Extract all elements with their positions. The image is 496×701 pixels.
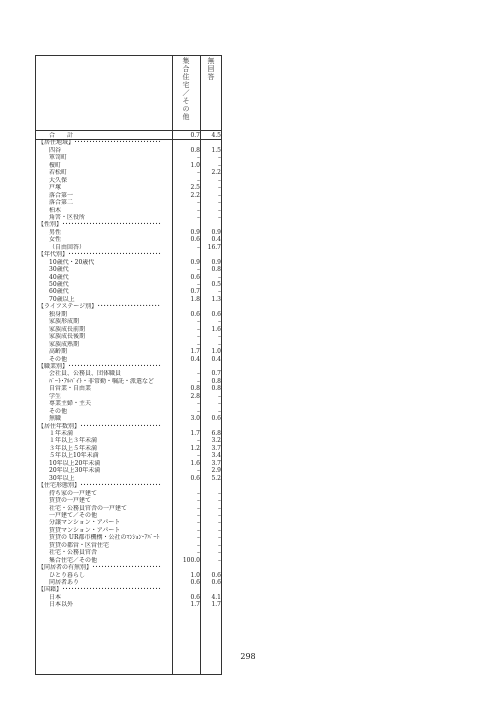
row-label: 角筈・区役所: [49, 213, 86, 221]
cell-no-answer: 0.8: [211, 266, 221, 274]
cell-no-answer: 0.6: [211, 579, 221, 586]
table-row: [35, 505, 222, 512]
row-label: 戸塚: [49, 184, 62, 192]
row-label: ひとり暮らし: [49, 571, 86, 579]
cell-housing-other: 0.6: [190, 273, 200, 281]
row-label: 賃貸の UR都市機構・公社のﾏﾝｼｮﾝ･ｱﾊﾟｰﾄ: [49, 534, 160, 542]
cell-housing-other: 0.8: [190, 146, 200, 154]
cell-housing-other: 2.2: [190, 191, 200, 199]
cell-housing-other: 0.6: [190, 236, 200, 244]
cell-housing-other: 0.6: [190, 474, 200, 482]
cell-housing-other: 0.7: [190, 132, 200, 139]
cell-housing-other: –: [197, 489, 200, 497]
row-label: 賃貸マンション・アパート: [49, 526, 121, 534]
cell-housing-other: 1.2: [190, 444, 200, 452]
cell-housing-other: –: [197, 340, 200, 348]
cell-housing-other: –: [197, 467, 200, 475]
cell-housing-other: –: [197, 266, 200, 274]
row-label: 賃貸の都営・区営住宅: [49, 541, 110, 549]
cell-housing-other: –: [197, 541, 200, 549]
cell-housing-other: –: [197, 549, 200, 557]
table-row: [35, 437, 222, 444]
table-row: [35, 162, 222, 169]
cell-housing-other: –: [197, 370, 200, 378]
cell-housing-other: 1.7: [190, 601, 200, 609]
cell-housing-other: 1.8: [190, 295, 200, 303]
row-label: 【年代別】･･･････････････････････････････: [38, 251, 162, 259]
row-label: 合 計: [49, 132, 77, 139]
table-row: [35, 467, 222, 474]
table-row: [35, 333, 222, 340]
cell-housing-other: –: [197, 213, 200, 221]
table-row: [35, 229, 222, 236]
section-header-row: [35, 482, 222, 489]
cell-housing-other: 0.9: [190, 228, 200, 236]
row-label: 女性: [49, 236, 62, 244]
cell-no-answer: 1.0: [211, 348, 221, 356]
cell-no-answer: 1.7: [211, 601, 221, 609]
table-row: [35, 534, 222, 541]
cell-no-answer: –: [218, 534, 221, 542]
row-label: 社宅・公務員官舎の一戸建て: [49, 504, 128, 512]
table-row: [35, 512, 222, 519]
section-header-row: [35, 564, 222, 571]
cell-no-answer: 0.6: [211, 571, 221, 579]
cell-no-answer: –: [218, 526, 221, 534]
row-label: 集合住宅／その他: [49, 556, 98, 564]
row-label: 落合第一: [49, 191, 74, 199]
cell-no-answer: 16.7: [207, 243, 221, 251]
table-row: [35, 147, 222, 154]
cell-no-answer: –: [218, 549, 221, 557]
table-row: [35, 542, 222, 549]
table-row: [35, 192, 222, 199]
row-label: １年以上３年未満: [49, 437, 98, 445]
row-label: 箪笥町: [49, 154, 68, 162]
row-label: ﾊﾟｰﾄ･ｱﾙﾊﾞｲﾄ・非常勤・嘱託・派遣など: [49, 377, 155, 385]
row-label: 日本: [49, 593, 62, 601]
row-label: 【住宅形態別】･･･････････････････････････: [38, 482, 162, 490]
cell-no-answer: –: [218, 154, 221, 162]
row-label: 高齢期: [49, 348, 68, 356]
cell-housing-other: –: [197, 407, 200, 415]
cell-housing-other: –: [197, 199, 200, 207]
table-row: [35, 549, 222, 556]
cell-no-answer: –: [218, 191, 221, 199]
total-row: [35, 132, 222, 139]
cell-no-answer: –: [218, 497, 221, 505]
cell-no-answer: 0.9: [211, 258, 221, 266]
table-row: [35, 601, 222, 608]
section-header-row: [35, 303, 222, 310]
row-label: 独身期: [49, 310, 68, 318]
table-row: [35, 408, 222, 415]
table-row: [35, 296, 222, 303]
cell-no-answer: –: [218, 489, 221, 497]
cell-housing-other: 100.0: [182, 556, 200, 564]
cell-no-answer: 4.5: [211, 132, 221, 139]
cell-no-answer: 0.4: [211, 236, 221, 244]
cell-no-answer: –: [218, 206, 221, 214]
cell-no-answer: –: [218, 392, 221, 400]
cell-no-answer: 0.7: [211, 370, 221, 378]
row-label: 四谷: [49, 146, 62, 154]
cell-no-answer: 2.9: [211, 467, 221, 475]
table-row: [35, 557, 222, 564]
cell-no-answer: –: [218, 400, 221, 408]
cell-housing-other: 0.7: [190, 288, 200, 296]
row-label: 会社員、公務員、団体職員: [49, 370, 122, 378]
table-row: [35, 460, 222, 467]
cell-no-answer: 0.6: [211, 310, 221, 318]
table-row: [35, 527, 222, 534]
cell-housing-other: –: [197, 154, 200, 162]
row-label: 専業主婦・主夫: [49, 400, 92, 408]
row-label: 日本以外: [49, 601, 74, 609]
row-label: 【職業別】･･･････････････････････････････: [38, 362, 162, 370]
row-label: 70歳以上: [49, 295, 75, 303]
row-label: 【居住年数別】･･･････････････････････････: [38, 422, 162, 430]
cell-housing-other: 1.0: [190, 571, 200, 579]
cell-no-answer: 1.6: [211, 325, 221, 333]
table-row: [35, 318, 222, 325]
table-row: [35, 400, 222, 407]
table-row: [35, 154, 222, 161]
row-label: 落合第二: [49, 199, 74, 207]
cell-no-answer: 0.4: [211, 355, 221, 363]
table-row: [35, 199, 222, 206]
cell-housing-other: 1.6: [190, 459, 200, 467]
row-label: 同居者あり: [49, 579, 80, 586]
cell-housing-other: –: [197, 511, 200, 519]
cell-no-answer: 0.8: [211, 385, 221, 393]
row-label: 榎町: [49, 161, 62, 169]
cell-no-answer: –: [218, 556, 221, 564]
row-label: 10年以上20年未満: [49, 459, 101, 467]
row-label: 若松町: [49, 169, 68, 177]
cell-no-answer: 4.1: [211, 593, 221, 601]
cell-housing-other: 0.6: [190, 593, 200, 601]
row-label: その他: [49, 355, 68, 363]
cell-housing-other: –: [197, 318, 200, 326]
table-row: [35, 326, 222, 333]
cell-no-answer: –: [218, 333, 221, 341]
cell-no-answer: 6.8: [211, 430, 221, 437]
table-row: [35, 259, 222, 266]
cell-housing-other: –: [197, 452, 200, 460]
row-label: その他: [49, 407, 68, 415]
table-row: [35, 184, 222, 191]
table-row: [35, 497, 222, 504]
table-row: [35, 393, 222, 400]
row-label: 大久保: [49, 176, 68, 184]
cell-housing-other: –: [197, 325, 200, 333]
row-label: 家族成長前期: [49, 325, 86, 333]
row-label: 男性: [49, 228, 62, 236]
section-header-row: [35, 586, 222, 593]
cell-housing-other: –: [197, 497, 200, 505]
table-row: [35, 378, 222, 385]
cell-housing-other: 0.6: [190, 310, 200, 318]
cell-housing-other: 2.8: [190, 392, 200, 400]
row-label: 30歳代: [49, 266, 69, 274]
cell-no-answer: –: [218, 407, 221, 415]
table-row: [35, 370, 222, 377]
row-label: 社宅・公務員官舎: [49, 549, 98, 557]
row-label: ５年以上10年未満: [49, 452, 99, 460]
row-label: 30年以上: [49, 474, 75, 482]
cell-no-answer: 3.7: [211, 459, 221, 467]
table-row: [35, 311, 222, 318]
row-label: 10歳代・20歳代: [49, 258, 95, 266]
table-row: [35, 274, 222, 281]
row-label: 自営業・自由業: [49, 385, 92, 393]
cell-housing-other: –: [197, 400, 200, 408]
row-label: 【居住地域】･････････････････････････････: [38, 139, 162, 147]
table-row: [35, 236, 222, 243]
row-label: 20年以上30年未満: [49, 467, 101, 475]
row-label: 【同居者の有無別】･･･････････････････････: [38, 564, 162, 572]
section-header-row: [35, 423, 222, 430]
cell-no-answer: –: [218, 511, 221, 519]
row-label: 【ライフステージ別】･････････････････････: [38, 303, 161, 311]
row-label: １年未満: [49, 430, 74, 437]
header-divider: [35, 130, 222, 131]
table-row: [35, 594, 222, 601]
cell-housing-other: 0.6: [190, 579, 200, 586]
cell-no-answer: –: [218, 176, 221, 184]
row-label: 柏木: [49, 206, 62, 214]
table-row: [35, 244, 222, 251]
row-label: 40歳代: [49, 273, 69, 281]
cell-no-answer: 3.7: [211, 444, 221, 452]
cell-housing-other: –: [197, 333, 200, 341]
row-label: 家族成長後期: [49, 333, 86, 341]
data-table: [35, 55, 222, 701]
cell-housing-other: –: [197, 519, 200, 527]
cell-no-answer: –: [218, 340, 221, 348]
cell-housing-other: 2.5: [190, 184, 200, 192]
table-row: [35, 572, 222, 579]
row-label: 分譲マンション・アパート: [49, 519, 121, 527]
cell-housing-other: 0.4: [190, 355, 200, 363]
row-label: （自由回答）: [49, 243, 86, 251]
cell-no-answer: 0.8: [211, 377, 221, 385]
table-row: [35, 475, 222, 482]
cell-housing-other: 1.7: [190, 348, 200, 356]
table-row: [35, 452, 222, 459]
table-row: [35, 519, 222, 526]
cell-housing-other: 0.8: [190, 385, 200, 393]
row-label: 一戸建て／その他: [49, 511, 98, 519]
page-number: 298: [240, 652, 256, 661]
table-row: [35, 281, 222, 288]
cell-housing-other: –: [197, 526, 200, 534]
row-label: 賃貸の一戸建て: [49, 497, 92, 505]
cell-housing-other: –: [197, 437, 200, 445]
row-label: 無職: [49, 415, 62, 423]
cell-no-answer: 1.3: [211, 295, 221, 303]
section-header-row: [35, 363, 222, 370]
table-row: [35, 430, 222, 437]
cell-no-answer: –: [218, 504, 221, 512]
table-row: [35, 288, 222, 295]
table-row: [35, 177, 222, 184]
section-header-row: [35, 139, 222, 146]
row-label: 60歳代: [49, 288, 69, 296]
cell-no-answer: –: [218, 541, 221, 549]
cell-housing-other: –: [197, 534, 200, 542]
column-header-housing-other: 集 合 住 宅 ／ そ の 他: [182, 57, 190, 121]
cell-no-answer: –: [218, 519, 221, 527]
cell-no-answer: 0.6: [211, 415, 221, 423]
cell-no-answer: –: [218, 184, 221, 192]
cell-housing-other: –: [197, 206, 200, 214]
row-label: 【性別】･････････････････････････････････: [38, 221, 162, 229]
row-label: 家族成熟期: [49, 340, 80, 348]
cell-no-answer: 0.9: [211, 228, 221, 236]
cell-no-answer: –: [218, 161, 221, 169]
cell-no-answer: –: [218, 273, 221, 281]
cell-no-answer: –: [218, 213, 221, 221]
table-row: [35, 445, 222, 452]
cell-housing-other: –: [197, 504, 200, 512]
section-header-row: [35, 251, 222, 258]
table-row: [35, 490, 222, 497]
cell-housing-other: –: [197, 176, 200, 184]
cell-housing-other: 1.7: [190, 430, 200, 437]
table-row: [35, 356, 222, 363]
cell-housing-other: –: [197, 169, 200, 177]
cell-housing-other: 3.0: [190, 415, 200, 423]
cell-housing-other: 1.0: [190, 161, 200, 169]
cell-housing-other: –: [197, 281, 200, 288]
cell-no-answer: 3.2: [211, 437, 221, 445]
table-row: [35, 385, 222, 392]
cell-no-answer: 2.2: [211, 169, 221, 177]
cell-no-answer: 3.4: [211, 452, 221, 460]
cell-no-answer: –: [218, 318, 221, 326]
cell-housing-other: –: [197, 243, 200, 251]
column-header-no-answer: 無 回 答: [207, 57, 215, 81]
section-header-row: [35, 221, 222, 228]
row-label: 学生: [49, 392, 62, 400]
row-label: 家族形成期: [49, 318, 80, 326]
cell-no-answer: 5.2: [211, 474, 221, 482]
row-label: 持ち家の一戸建て: [49, 489, 98, 497]
cell-no-answer: 1.5: [211, 146, 221, 154]
table-row: [35, 579, 222, 586]
cell-housing-other: –: [197, 377, 200, 385]
table-row: [35, 169, 222, 176]
table-row: [35, 341, 222, 348]
cell-no-answer: –: [218, 199, 221, 207]
row-label: 50歳代: [49, 281, 69, 288]
table-row: [35, 415, 222, 422]
row-label: ３年以上５年未満: [49, 444, 98, 452]
table-row: [35, 348, 222, 355]
table-row: [35, 207, 222, 214]
cell-no-answer: 0.5: [211, 281, 221, 288]
table-row: [35, 266, 222, 273]
row-label: 【国籍】･････････････････････････････････: [38, 586, 162, 594]
cell-no-answer: –: [218, 288, 221, 296]
table-row: [35, 214, 222, 221]
cell-housing-other: 0.9: [190, 258, 200, 266]
